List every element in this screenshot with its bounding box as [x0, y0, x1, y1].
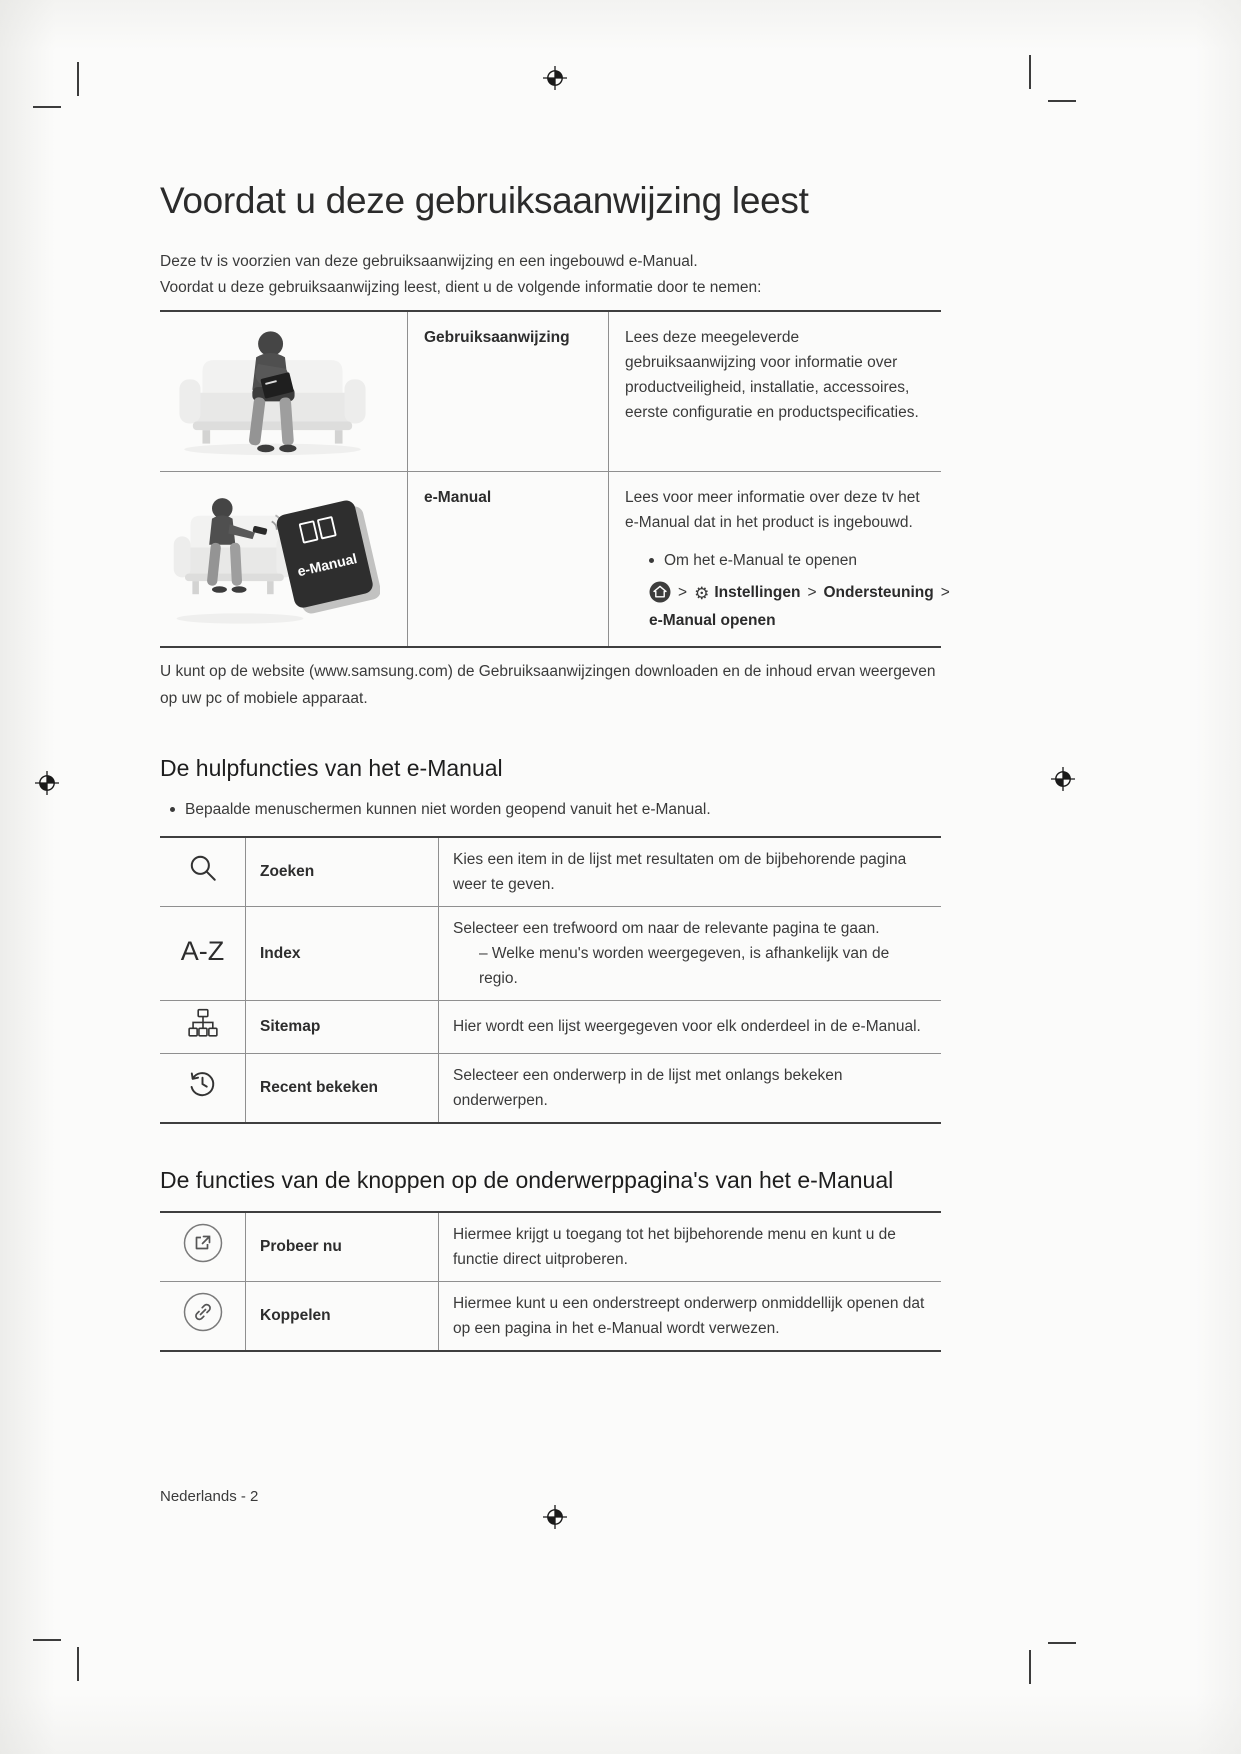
button-row-description: Hiermee kunt u een onderstreept onderwerp onmiddellijk openen dat op een pagina in het e-Manual wordt verwezen. — [439, 1281, 942, 1351]
table-row-zoeken — [160, 837, 941, 907]
a-z-index-icon: A-Z — [180, 935, 225, 966]
page-content — [160, 0, 950, 1505]
help-section-note-text: Bepaalde menuschermen kunnen niet worden geopend vanuit het e-Manual. — [185, 800, 711, 818]
button-row-description: Hiermee krijgt u toegang tot het bijbehorende menu en kunt u de functie direct uitproberen. — [439, 1212, 942, 1282]
link-icon — [183, 1292, 223, 1332]
crop-mark-bottom-right-v — [1029, 1650, 1031, 1684]
table-row-koppelen — [160, 1281, 941, 1351]
crop-mark-bottom-left-v — [77, 1647, 79, 1681]
page-title: Voordat u deze gebruiksaanwijzing leest — [160, 180, 809, 221]
recent-viewed-icon-cell — [160, 1053, 246, 1123]
emanual-open-path-line2 — [649, 608, 923, 633]
page-footer: Nederlands - 2 — [160, 1487, 259, 1505]
help-row-description: Hier wordt een lijst weergegeven voor elk onderdeel in de e-Manual. — [439, 1000, 942, 1053]
help-row-description: Kies een item in de lijst met resultaten om de bijbehorende pagina weer te geven. — [439, 837, 942, 907]
sitemap-icon-cell — [160, 1000, 246, 1053]
search-icon-cell — [160, 837, 246, 907]
path-separator: > — [678, 583, 688, 601]
button-row-label: Probeer nu — [246, 1212, 439, 1282]
manual-illustration-cell — [160, 311, 408, 471]
recent-viewed-icon — [187, 1068, 218, 1099]
crop-mark-top-left-v — [77, 62, 79, 96]
index-description-main: Selecteer een trefwoord om naar de relevante pagina te gaan. — [453, 919, 880, 937]
help-row-description — [439, 906, 942, 1000]
sitemap-icon — [187, 1007, 219, 1039]
table-row-sitemap — [160, 1000, 941, 1053]
intro-paragraph — [160, 249, 941, 301]
home-icon — [649, 581, 671, 603]
az-index-icon-cell — [160, 906, 246, 1000]
emanual-card-label: e-Manual — [295, 549, 359, 579]
gear-icon: ⚙ — [694, 583, 710, 603]
table-row-emanual — [160, 471, 941, 647]
emanual-row-label: e-Manual — [408, 471, 609, 647]
topic-buttons-table — [160, 1211, 941, 1352]
help-row-label: Recent bekeken — [246, 1053, 439, 1123]
intro-line-2: Voordat u deze gebruiksaanwijzing leest, dient u de volgende informatie door te nemen: — [160, 279, 762, 296]
crop-mark-bottom-left-h — [33, 1639, 61, 1641]
table-row-probeer-nu — [160, 1212, 941, 1282]
emanual-open-bullet — [649, 548, 923, 573]
table-row-index — [160, 906, 941, 1000]
manual-row-description: Lees deze meegeleverde gebruiksaanwijzing voor informatie over productveiligheid, installatie, accessoires, eerste configuratie en productspecificaties. — [609, 311, 942, 471]
table-row-recent-bekeken — [160, 1053, 941, 1123]
bullet-dot — [170, 807, 175, 812]
website-note: U kunt op de website (www.samsung.com) de Gebruiksaanwijzingen downloaden en de inhoud ervan weergeven op uw pc of mobiele apparaat. — [160, 662, 936, 707]
link-icon-cell — [160, 1281, 246, 1351]
path-separator: > — [807, 583, 817, 601]
person-reading-manual-illustration — [170, 316, 375, 458]
path-step-ondersteuning: Ondersteuning — [823, 583, 934, 601]
registration-mark-bottom — [542, 1504, 568, 1530]
crop-mark-top-right-h — [1048, 100, 1076, 102]
registration-mark-left — [34, 770, 60, 796]
try-now-icon-cell — [160, 1212, 246, 1282]
help-section-heading: De hulpfuncties van het e-Manual — [160, 754, 503, 781]
emanual-open-bullet-text: Om het e-Manual te openen — [664, 551, 858, 569]
person-with-remote-emanual-illustration — [170, 480, 380, 630]
index-description-sub: – Welke menu's worden weergegeven, is afhankelijk van de regio. — [479, 944, 890, 987]
help-row-label: Index — [246, 906, 439, 1000]
bullet-dot — [649, 558, 654, 563]
path-step-instellingen: Instellingen — [714, 583, 801, 601]
crop-mark-bottom-right-h — [1048, 1642, 1076, 1644]
path-separator: > — [940, 583, 950, 601]
emanual-illustration-cell — [160, 471, 408, 647]
emanual-row-description — [609, 471, 950, 647]
buttons-section-heading: De functies van de knoppen op de onderwerppagina's van het e-Manual — [160, 1166, 894, 1193]
search-icon — [187, 852, 219, 884]
manual-row-label: Gebruiksaanwijzing — [408, 311, 609, 471]
path-step-emanual-openen: e-Manual openen — [649, 611, 776, 629]
registration-mark-right — [1050, 766, 1076, 792]
help-section-note — [170, 801, 941, 819]
help-row-description: Selecteer een onderwerp in de lijst met onlangs bekeken onderwerpen. — [439, 1053, 942, 1123]
button-row-label: Koppelen — [246, 1281, 439, 1351]
intro-line-1: Deze tv is voorzien van deze gebruiksaanwijzing en een ingebouwd e-Manual. — [160, 253, 698, 270]
try-now-icon — [183, 1223, 223, 1263]
crop-mark-top-right-v — [1029, 55, 1031, 89]
table-row-gebruiksaanwijzing — [160, 311, 941, 471]
help-row-label: Sitemap — [246, 1000, 439, 1053]
emanual-description-text: Lees voor meer informatie over deze tv het e-Manual dat in het product is ingebouwd. — [625, 488, 920, 531]
help-functions-table — [160, 836, 941, 1124]
help-row-label: Zoeken — [246, 837, 439, 907]
crop-mark-top-left-h — [33, 106, 61, 108]
manual-overview-table — [160, 310, 950, 648]
emanual-open-path — [649, 580, 950, 605]
